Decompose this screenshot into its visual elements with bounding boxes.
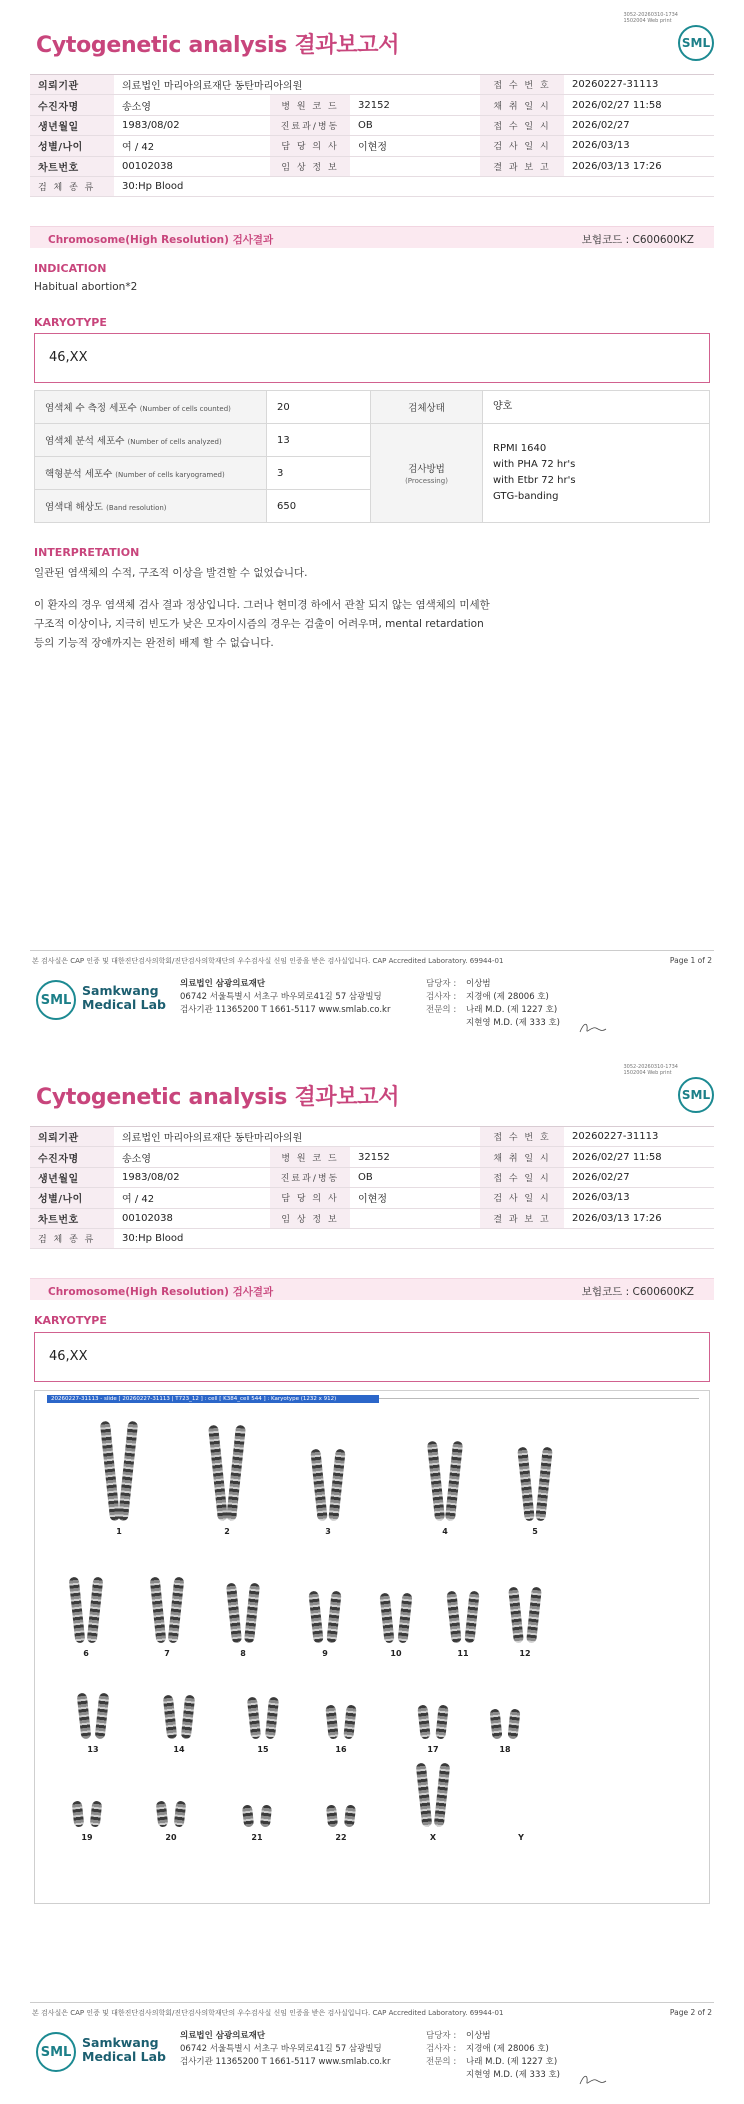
- chromosome-label: 3: [325, 1527, 331, 1536]
- chromosome-20: [174, 1801, 187, 1828]
- chromosome-6: [69, 1577, 86, 1644]
- info-value: 2026/03/13 17:26: [564, 156, 714, 176]
- info-value: 송소영: [114, 95, 270, 115]
- info-label: 성별/나이: [30, 136, 114, 156]
- chromosome-18: [507, 1709, 520, 1740]
- chromosome-label: 17: [427, 1745, 439, 1754]
- info-label: 결 과 보 고: [480, 156, 564, 176]
- report-page-2: [0, 1052, 744, 2104]
- document-code: 3052-20260310-1734 1502004 Web print: [623, 1064, 678, 1076]
- signature-icon: [578, 1020, 608, 1036]
- cells-karyogramed-label: 핵형분석 세포수 (Number of cells karyogramed): [35, 457, 267, 490]
- interpretation-line: 일관된 염색체의 수적, 구조적 이상을 발견할 수 없었습니다.: [34, 567, 308, 579]
- info-value: 의료법인 마리아의료재단 동탄마리아의원: [114, 75, 480, 95]
- info-value: 30:Hp Blood: [114, 1228, 714, 1248]
- chromosome-16: [343, 1705, 356, 1740]
- interpretation-heading: INTERPRETATION: [34, 546, 140, 559]
- chromosome-3: [328, 1449, 345, 1522]
- cell-analysis-table: [34, 390, 710, 523]
- chromosome-13: [95, 1693, 110, 1740]
- chromosome-X: [434, 1763, 451, 1828]
- info-label: 검 체 종 류: [30, 176, 114, 196]
- chromosome-16: [325, 1705, 338, 1740]
- info-label: 결 과 보 고: [480, 1208, 564, 1228]
- karyotype-value: 46,XX: [49, 1349, 88, 1364]
- chromosome-label: 7: [164, 1649, 170, 1658]
- info-value: 여 / 42: [114, 1188, 270, 1208]
- accreditation-note: 본 검사실은 CAP 인증 및 대한진단검사의학회/진단검사의학재단의 우수검사실 신임 인증을 받은 검사실입니다. CAP Accredited Laboratory. 69944-01: [32, 2009, 504, 2017]
- chromosome-label: 9: [322, 1649, 328, 1658]
- footer-divider: [30, 2002, 714, 2003]
- chromosome-3: [310, 1449, 327, 1522]
- info-value: [350, 156, 480, 176]
- signature-icon: [578, 2072, 608, 2088]
- chromosome-5: [535, 1447, 553, 1522]
- chromosome-label: 4: [442, 1527, 448, 1536]
- chromosome-22: [326, 1805, 338, 1828]
- chromosome-6: [87, 1577, 104, 1644]
- chromosome-7: [150, 1577, 167, 1644]
- chromosome-15: [247, 1697, 261, 1740]
- chromosome-label: 19: [81, 1833, 93, 1842]
- info-label: 생년월일: [30, 1167, 114, 1187]
- chromosome-label: 6: [83, 1649, 89, 1658]
- staff-list: 담당자 : 이상범 검사자 : 지경애 (제 28006 호) 전문의 : 나래 M.D. (제 1227 호) 지현영 M.D. (제 333 호): [426, 979, 561, 1028]
- chromosome-8: [226, 1583, 242, 1644]
- info-row: [30, 1147, 714, 1167]
- chromosome-21: [260, 1805, 272, 1828]
- chromosome-label: 16: [335, 1745, 347, 1754]
- cells-analyzed-value: 13: [267, 424, 371, 457]
- info-row: [30, 1127, 714, 1147]
- chromosome-14: [181, 1695, 196, 1740]
- info-label: 채 취 일 시: [480, 95, 564, 115]
- cells-counted-label: 염색체 수 측정 세포수 (Number of cells counted): [35, 391, 267, 424]
- karyotype-heading: KARYOTYPE: [34, 316, 107, 329]
- info-label: 접 수 일 시: [480, 115, 564, 135]
- chromosome-label: 11: [457, 1649, 469, 1658]
- chromosome-19: [90, 1801, 103, 1828]
- info-label: 의뢰기관: [30, 1127, 114, 1147]
- chromosome-10: [397, 1593, 412, 1644]
- info-label: 성별/나이: [30, 1188, 114, 1208]
- chromosome-22: [344, 1805, 356, 1828]
- insurance-code: 보험코드 : C600600KZ: [581, 234, 694, 246]
- info-label: 병 원 코 드: [270, 95, 350, 115]
- info-value: 2026/03/13 17:26: [564, 1208, 714, 1228]
- chromosome-4: [427, 1441, 445, 1522]
- info-value: 이현정: [350, 136, 480, 156]
- lab-info: 의료법인 삼광의료재단 06742 서울특별시 서초구 바우뫼로41길 57 삼광빌딩 검사기관 11365200 T 1661-5117 www.smlab.co.kr: [180, 979, 391, 1015]
- karyotype-value: 46,XX: [49, 350, 88, 365]
- chromosome-label: 12: [519, 1649, 531, 1658]
- info-row: [30, 1188, 714, 1208]
- method-value: RPMI 1640 with PHA 72 hr's with Etbr 72 hr's GTG-banding: [483, 424, 710, 523]
- lab-info: 의료법인 삼광의료재단 06742 서울특별시 서초구 바우뫼로41길 57 삼광빌딩 검사기관 11365200 T 1661-5117 www.smlab.co.kr: [180, 2031, 391, 2067]
- page-number: Page 2 of 2: [669, 2008, 712, 2017]
- cells-counted-value: 20: [267, 391, 371, 424]
- karyotype-result-box: [34, 1332, 710, 1382]
- info-label: 병 원 코 드: [270, 1147, 350, 1167]
- chromosome-17: [435, 1705, 448, 1740]
- info-label: 검 사 일 시: [480, 136, 564, 156]
- info-value: 2026/02/27: [564, 115, 714, 135]
- info-row: [30, 1167, 714, 1187]
- karyogram-header: 20260227-31113 - slide [ 20260227-31113 | T723_12 ] : cell [ K384_cell 544 ] : Karyotype (1232 x 912): [47, 1395, 379, 1403]
- sml-logo-icon: SML: [36, 2032, 76, 2072]
- info-value: 20260227-31113: [564, 75, 714, 95]
- karyotype-result-box: [34, 333, 710, 383]
- info-value: [350, 1208, 480, 1228]
- info-value: 20260227-31113: [564, 1127, 714, 1147]
- chromosome-12: [508, 1587, 524, 1644]
- indication-heading: INDICATION: [34, 262, 107, 275]
- specimen-status-label: 검체상태: [371, 391, 483, 424]
- info-value: 여 / 42: [114, 136, 270, 156]
- info-label: 진료과/병동: [270, 1167, 350, 1187]
- chromosome-label: 22: [335, 1833, 347, 1842]
- chromosome-19: [72, 1801, 85, 1828]
- chromosome-9: [308, 1591, 323, 1644]
- chromosome-label: 5: [532, 1527, 538, 1536]
- info-value: 2026/02/27: [564, 1167, 714, 1187]
- cells-analyzed-label: 염색체 분석 세포수 (Number of cells analyzed): [35, 424, 267, 457]
- chromosome-2: [208, 1425, 228, 1522]
- chromosome-X: [416, 1763, 433, 1828]
- info-row: [30, 136, 714, 156]
- chromosome-7: [168, 1577, 185, 1644]
- specimen-status-value: 양호: [483, 391, 710, 424]
- chromosome-label: 2: [224, 1527, 230, 1536]
- section-title: Chromosome(High Resolution) 검사결과: [48, 234, 274, 246]
- chromosome-4: [445, 1441, 463, 1522]
- info-row: [30, 115, 714, 135]
- chromosome-21: [242, 1805, 254, 1828]
- info-value: 2026/03/13: [564, 136, 714, 156]
- info-value: 의료법인 마리아의료재단 동탄마리아의원: [114, 1127, 480, 1147]
- cells-karyogramed-value: 3: [267, 457, 371, 490]
- info-label: 담 당 의 사: [270, 1188, 350, 1208]
- info-value: 32152: [350, 1147, 480, 1167]
- chromosome-18: [489, 1709, 502, 1740]
- band-resolution-value: 650: [267, 490, 371, 523]
- indication-text: Habitual abortion*2: [34, 281, 138, 293]
- chromosome-13: [77, 1693, 92, 1740]
- chromosome-9: [326, 1591, 341, 1644]
- info-label: 차트번호: [30, 156, 114, 176]
- samkwang-logo: SML Samkwang Medical Lab: [36, 2030, 166, 2074]
- chromosome-label: 21: [251, 1833, 263, 1842]
- info-label: 차트번호: [30, 1208, 114, 1228]
- info-label: 접 수 번 호: [480, 75, 564, 95]
- info-label: 진료과/병동: [270, 115, 350, 135]
- sml-logo-icon: SML: [678, 1077, 714, 1113]
- chromosome-8: [244, 1583, 260, 1644]
- info-label: 채 취 일 시: [480, 1147, 564, 1167]
- chromosome-17: [417, 1705, 430, 1740]
- info-row: [30, 156, 714, 176]
- document-code: 3052-20260310-1734 1502004 Web print: [623, 12, 678, 24]
- chromosome-label: 1: [116, 1527, 122, 1536]
- accreditation-note: 본 검사실은 CAP 인증 및 대한진단검사의학회/진단검사의학재단의 우수검사실 신임 인증을 받은 검사실입니다. CAP Accredited Laboratory. 69944-01: [32, 957, 504, 965]
- info-value: 2026/03/13: [564, 1188, 714, 1208]
- info-row: [30, 176, 714, 196]
- info-value: 00102038: [114, 1208, 270, 1228]
- chromosome-label: Y: [518, 1833, 524, 1842]
- page-number: Page 1 of 2: [669, 956, 712, 965]
- info-label: 접 수 번 호: [480, 1127, 564, 1147]
- chromosome-11: [446, 1591, 461, 1644]
- footer-divider: [30, 950, 714, 951]
- info-row: [30, 75, 714, 95]
- info-value: 32152: [350, 95, 480, 115]
- info-label: 수진자명: [30, 95, 114, 115]
- chromosome-label: 18: [499, 1745, 511, 1754]
- chromosome-label: X: [429, 1833, 437, 1842]
- info-value: 송소영: [114, 1147, 270, 1167]
- staff-list: 담당자 : 이상범 검사자 : 지경애 (제 28006 호) 전문의 : 나래 M.D. (제 1227 호) 지현영 M.D. (제 333 호): [426, 2031, 561, 2080]
- section-title: Chromosome(High Resolution) 검사결과: [48, 1286, 274, 1298]
- info-label: 접 수 일 시: [480, 1167, 564, 1187]
- info-row: [30, 95, 714, 115]
- sml-logo-icon: SML: [36, 980, 76, 1020]
- chromosome-1: [118, 1421, 138, 1521]
- info-value: OB: [350, 1167, 480, 1187]
- section-header: [30, 1278, 714, 1300]
- karyogram-image: [34, 1390, 710, 1904]
- report-title: Cytogenetic analysis 결과보고서: [36, 33, 400, 58]
- info-label: 생년월일: [30, 115, 114, 135]
- chromosome-label: 20: [165, 1833, 177, 1842]
- info-value: OB: [350, 115, 480, 135]
- info-label: 임 상 정 보: [270, 156, 350, 176]
- chromosome-14: [163, 1695, 178, 1740]
- chromosome-2: [226, 1425, 246, 1522]
- chromosome-15: [265, 1697, 279, 1740]
- info-row: [30, 1228, 714, 1248]
- chromosome-label: 14: [173, 1745, 185, 1754]
- band-resolution-label: 염색대 해상도 (Band resolution): [35, 490, 267, 523]
- chromosome-1: [100, 1421, 120, 1521]
- patient-info-table: [30, 1126, 714, 1249]
- chromosome-label: 13: [87, 1745, 99, 1754]
- method-label: 검사방법 (Processing): [371, 424, 483, 523]
- info-label: 담 당 의 사: [270, 136, 350, 156]
- info-label: 검 사 일 시: [480, 1188, 564, 1208]
- karyotype-heading: KARYOTYPE: [34, 1314, 107, 1327]
- chromosome-11: [464, 1591, 479, 1644]
- sml-logo-icon: SML: [678, 25, 714, 61]
- interpretation-paragraph: 이 환자의 경우 염색체 검사 결과 정상입니다. 그러나 현미경 하에서 관찰 되지 않는 염색체의 미세한 구조적 이상이나, 지극히 빈도가 낮은 모자이시즘의 경우는 검출이 어려우며, mental retardation 등의 기능적 장애까지는 완전히 배제 할 수 없습니다.: [34, 599, 490, 649]
- insurance-code: 보험코드 : C600600KZ: [581, 1286, 694, 1298]
- chromosome-10: [379, 1593, 394, 1644]
- info-value: 30:Hp Blood: [114, 176, 714, 196]
- info-value: 1983/08/02: [114, 1167, 270, 1187]
- report-title: Cytogenetic analysis 결과보고서: [36, 1085, 400, 1110]
- chromosome-12: [526, 1587, 542, 1644]
- info-label: 검 체 종 류: [30, 1228, 114, 1248]
- info-row: [30, 1208, 714, 1228]
- chromosome-5: [517, 1447, 535, 1522]
- chromosome-label: 15: [257, 1745, 269, 1754]
- chromosome-label: 8: [240, 1649, 246, 1658]
- patient-info-table: [30, 74, 714, 197]
- section-header: [30, 226, 714, 248]
- info-label: 의뢰기관: [30, 75, 114, 95]
- chromosome-20: [156, 1801, 169, 1828]
- chromosome-label: 10: [390, 1649, 402, 1658]
- info-label: 수진자명: [30, 1147, 114, 1167]
- info-value: 2026/02/27 11:58: [564, 95, 714, 115]
- info-value: 2026/02/27 11:58: [564, 1147, 714, 1167]
- info-value: 이현정: [350, 1188, 480, 1208]
- samkwang-logo: SML Samkwang Medical Lab: [36, 978, 166, 1022]
- info-value: 1983/08/02: [114, 115, 270, 135]
- info-label: 임 상 정 보: [270, 1208, 350, 1228]
- info-value: 00102038: [114, 156, 270, 176]
